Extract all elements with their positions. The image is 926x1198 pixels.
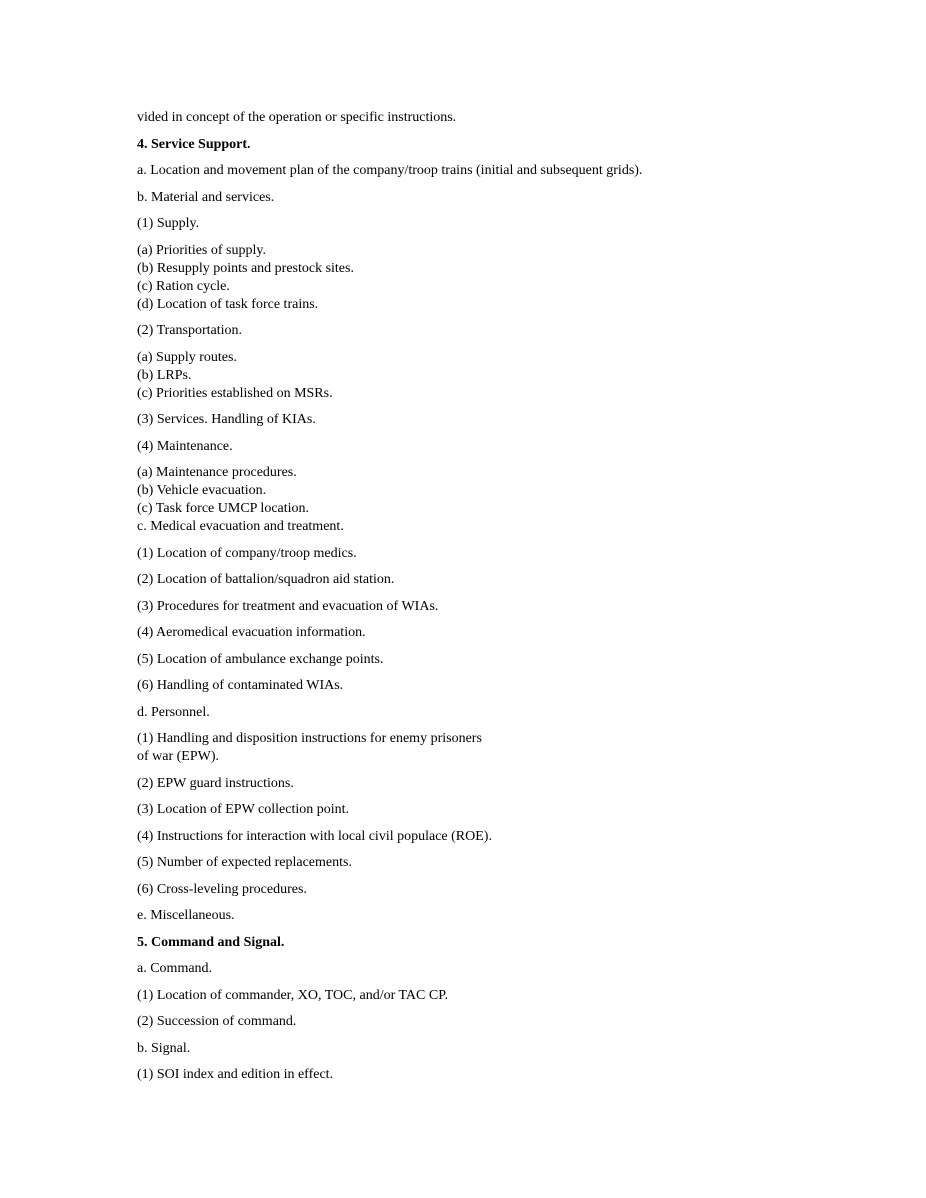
- text-line: (2) EPW guard instructions.: [137, 775, 294, 791]
- text-line: b. Material and services.: [137, 189, 275, 205]
- text-line: c. Medical evacuation and treatment.: [137, 519, 344, 534]
- text-line: b. Signal.: [137, 1040, 191, 1056]
- text-line: (4) Aeromedical evacuation information.: [137, 625, 366, 640]
- text-line: 5. Command and Signal.: [137, 934, 285, 950]
- paragraph: [137, 162, 837, 180]
- paragraph: [137, 109, 837, 127]
- text-line: (b) Resupply points and prestock sites.: [137, 260, 354, 276]
- paragraph: [137, 349, 837, 403]
- text-line: (c) Priorities established on MSRs.: [137, 385, 333, 401]
- text-line: (1) Location of company/troop medics.: [137, 545, 357, 561]
- paragraph: [137, 730, 837, 766]
- text-line: (a) Priorities of supply.: [137, 242, 266, 258]
- paragraph: [137, 189, 837, 207]
- text-line: (3) Procedures for treatment and evacuation of WIAs.: [137, 598, 439, 614]
- paragraph: [137, 624, 837, 642]
- text-line: (b) LRPs.: [137, 367, 192, 383]
- paragraph: [137, 704, 837, 722]
- paragraph: [137, 775, 837, 793]
- text-line: e. Miscellaneous.: [137, 908, 235, 923]
- paragraph: [137, 651, 837, 669]
- paragraph: [137, 242, 837, 314]
- paragraph: [137, 438, 837, 456]
- text-line: (1) Supply.: [137, 216, 200, 231]
- paragraph: [137, 960, 837, 978]
- text-line: (2) Transportation.: [137, 323, 242, 338]
- text-line: (5) Number of expected replacements.: [137, 855, 352, 870]
- paragraph: [137, 464, 837, 536]
- text-line: 4. Service Support.: [137, 136, 251, 152]
- text-line: (3) Location of EPW collection point.: [137, 802, 350, 817]
- text-line: vided in concept of the operation or specific instructions.: [137, 110, 457, 125]
- paragraph: [137, 854, 837, 872]
- text-line: (1) Handling and disposition instructions for enemy prisoners: [137, 731, 482, 746]
- text-line: (a) Supply routes.: [137, 349, 237, 365]
- paragraph: [137, 677, 837, 695]
- paragraph: [137, 545, 837, 563]
- text-line: (2) Succession of command.: [137, 1014, 297, 1029]
- text-line: a. Command.: [137, 961, 213, 976]
- paragraph: [137, 801, 837, 819]
- section-heading: [137, 136, 837, 154]
- text-line: (5) Location of ambulance exchange points.: [137, 651, 384, 667]
- paragraph: [137, 1013, 837, 1031]
- text-line: (4) Maintenance.: [137, 438, 233, 454]
- paragraph: [137, 907, 837, 925]
- text-line: (d) Location of task force trains.: [137, 296, 319, 312]
- text-line: (1) SOI index and edition in effect.: [137, 1067, 334, 1082]
- paragraph: [137, 881, 837, 899]
- text-line: (1) Location of commander, XO, TOC, and/or TAC CP.: [137, 987, 448, 1003]
- text-line: (b) Vehicle evacuation.: [137, 483, 267, 498]
- text-line: (6) Cross-leveling procedures.: [137, 881, 307, 897]
- text-line: (2) Location of battalion/squadron aid station.: [137, 572, 395, 587]
- text-line: (a) Maintenance procedures.: [137, 465, 297, 480]
- document-body: [137, 109, 837, 1093]
- section-heading: [137, 934, 837, 952]
- text-line: a. Location and movement plan of the company/troop trains (initial and subsequent grids).: [137, 163, 643, 178]
- text-line: (6) Handling of contaminated WIAs.: [137, 678, 344, 693]
- paragraph: [137, 322, 837, 340]
- text-line: (3) Services. Handling of KIAs.: [137, 412, 316, 427]
- text-line: (c) Task force UMCP location.: [137, 501, 310, 516]
- paragraph: [137, 987, 837, 1005]
- paragraph: [137, 215, 837, 233]
- paragraph: [137, 571, 837, 589]
- text-line: (c) Ration cycle.: [137, 278, 230, 294]
- paragraph: [137, 828, 837, 846]
- paragraph: [137, 1040, 837, 1058]
- text-line: (4) Instructions for interaction with local civil populace (ROE).: [137, 828, 492, 844]
- paragraph: [137, 598, 837, 616]
- paragraph: [137, 1066, 837, 1084]
- text-line: d. Personnel.: [137, 704, 210, 720]
- text-line: of war (EPW).: [137, 749, 220, 764]
- paragraph: [137, 411, 837, 429]
